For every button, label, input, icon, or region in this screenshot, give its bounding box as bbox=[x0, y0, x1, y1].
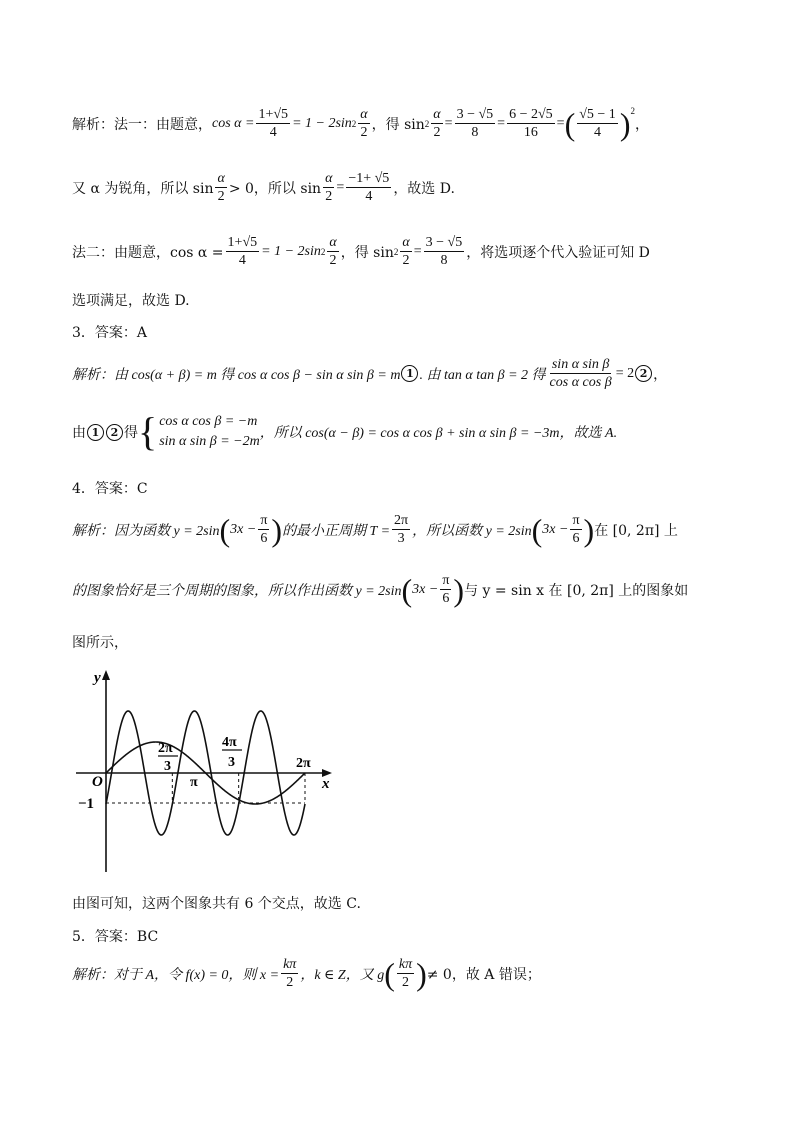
fraction bbox=[258, 512, 269, 547]
denominator: 2 bbox=[401, 975, 409, 990]
math: = bbox=[336, 179, 345, 195]
fraction bbox=[455, 106, 496, 141]
numerator: α bbox=[433, 107, 441, 122]
fraction bbox=[440, 572, 451, 607]
four-pi-over-3-numerator: 4π bbox=[222, 735, 237, 750]
circled-2-icon: 2 bbox=[635, 365, 652, 382]
solution-5-line-1 bbox=[72, 956, 541, 991]
fraction bbox=[323, 170, 334, 205]
answer-5 bbox=[72, 926, 158, 946]
fraction bbox=[431, 106, 442, 141]
fraction bbox=[424, 234, 465, 269]
text: 由 bbox=[72, 425, 86, 441]
text: 又 α 为锐角，所以 sin bbox=[72, 180, 214, 197]
text: 法二：由题意，cos α = bbox=[72, 244, 224, 261]
numerator: √5 − 1 bbox=[579, 107, 616, 122]
math: 3x − bbox=[230, 521, 257, 537]
paren-left: ( bbox=[531, 511, 543, 548]
fraction bbox=[215, 170, 226, 205]
paren-left: ( bbox=[384, 955, 395, 992]
numerator: 2π bbox=[394, 513, 409, 528]
math: 3x − bbox=[412, 581, 439, 597]
math: = bbox=[444, 115, 453, 131]
fraction bbox=[226, 234, 260, 269]
denominator: 2 bbox=[360, 125, 368, 140]
paren-right: ) bbox=[271, 511, 283, 548]
solution-4-conclusion bbox=[72, 893, 361, 913]
math: = 1 − 2sin bbox=[292, 115, 352, 131]
numerator: α bbox=[402, 235, 410, 250]
denominator: 2 bbox=[402, 253, 410, 268]
text: ， bbox=[653, 366, 668, 383]
text: 由图可知，这两个图象共有 6 个交点，故选 C. bbox=[72, 896, 361, 912]
denominator: 6 bbox=[260, 531, 268, 546]
brace-icon: { bbox=[138, 409, 158, 454]
circled-2-icon: 2 bbox=[106, 424, 123, 441]
x-axis-label: x bbox=[322, 776, 330, 792]
fraction bbox=[327, 234, 338, 269]
circled-1-icon: 1 bbox=[87, 424, 104, 441]
denominator: 2 bbox=[286, 975, 294, 990]
solution-4-line-2 bbox=[72, 572, 688, 607]
fraction bbox=[256, 106, 290, 141]
math: 的图象恰好是三个周期的图象，所以作出函数 y = 2sin bbox=[72, 583, 402, 599]
circled-1-icon: 1 bbox=[401, 365, 418, 382]
text: > 0，所以 sin bbox=[228, 180, 322, 197]
numerator: α bbox=[329, 235, 337, 250]
text: ， bbox=[634, 116, 649, 133]
equation: sin α sin β = −2m bbox=[159, 434, 260, 449]
text: 3．答案：A bbox=[72, 325, 148, 341]
math: = 1 − 2sin bbox=[261, 243, 321, 259]
denominator: cos α cos β bbox=[549, 375, 612, 390]
fraction bbox=[358, 106, 369, 141]
fraction bbox=[392, 512, 410, 547]
math: 解析：因为函数 y = 2sin bbox=[72, 523, 220, 539]
text: ，故选 D. bbox=[393, 180, 455, 197]
math: cos α = bbox=[212, 115, 255, 131]
fraction bbox=[346, 170, 391, 205]
denominator: 3 bbox=[397, 531, 405, 546]
solution-4-line-1 bbox=[72, 512, 678, 547]
math: 解析：由 cos(α + β) = m 得 cos α cos β − sin α sin β = m bbox=[72, 367, 401, 383]
solution-3-line-1 bbox=[72, 356, 667, 391]
fraction bbox=[570, 512, 581, 547]
paren-left: ( bbox=[564, 105, 576, 142]
denominator: 4 bbox=[594, 125, 602, 140]
solution-line-acute bbox=[72, 170, 455, 205]
math: . 由 tan α tan β = 2 得 bbox=[419, 367, 546, 383]
text: ，得 sin bbox=[340, 244, 394, 261]
solution-method-1-line: 解析：法一：由题意， cos α = $\frac{1+√5}{4}$ = 1 − 2sin 2 $\frac{\alpha}{2}$ ，得 sin 2 $\frac{\alpha}{2}$ = $\frac{3 - √5}{8}$ = $\frac{6 - 2√5}{16}$ = ( $\frac{√5 - 1}{4}$ ) $^2$ ， bbox=[72, 105, 649, 142]
math: 3x − bbox=[542, 521, 569, 537]
math: = bbox=[497, 115, 506, 131]
math: 的最小正周期 T = bbox=[282, 523, 391, 539]
paren-right: ) bbox=[619, 105, 631, 142]
text: 5．答案：BC bbox=[72, 929, 159, 945]
numerator: π bbox=[572, 513, 580, 528]
solution-4-line-3 bbox=[72, 632, 128, 652]
math: 解析：对于 A，令 f(x) = 0，则 x = bbox=[72, 967, 280, 983]
origin-label: O bbox=[92, 774, 103, 790]
denominator: 16 bbox=[523, 125, 538, 140]
numerator: kπ bbox=[398, 957, 413, 972]
fraction bbox=[577, 106, 618, 141]
numerator: α bbox=[325, 171, 333, 186]
text: ，得 sin bbox=[371, 116, 425, 133]
numerator: 1+√5 bbox=[227, 235, 258, 250]
function-graph bbox=[70, 666, 340, 876]
denominator: 2 bbox=[329, 253, 337, 268]
answer-4 bbox=[72, 478, 148, 498]
paren-right: ) bbox=[453, 571, 465, 608]
numerator: kπ bbox=[283, 957, 297, 972]
denominator: 4 bbox=[365, 189, 373, 204]
denominator: 6 bbox=[572, 531, 580, 546]
neg-one-label: −1 bbox=[78, 796, 95, 812]
denominator: 2 bbox=[217, 189, 225, 204]
numerator: π bbox=[260, 513, 268, 528]
text: 图所示， bbox=[72, 635, 128, 651]
text: 在 [0, 2π] 上 bbox=[594, 522, 678, 539]
two-pi-over-3-denominator: 3 bbox=[164, 759, 171, 774]
two-pi-label: 2π bbox=[296, 756, 311, 771]
two-pi-over-3-numerator: 2π bbox=[158, 741, 173, 756]
fraction bbox=[548, 356, 614, 391]
numerator: sin α sin β bbox=[551, 357, 610, 372]
fraction bbox=[400, 234, 411, 269]
pi-label: π bbox=[190, 775, 198, 790]
numerator: −1+ √5 bbox=[348, 171, 390, 186]
y-axis-label: y bbox=[94, 670, 101, 686]
denominator: 4 bbox=[269, 125, 277, 140]
math: = bbox=[413, 243, 422, 259]
numerator: π bbox=[442, 573, 450, 588]
four-pi-over-3-denominator: 3 bbox=[228, 755, 235, 770]
denominator: 4 bbox=[238, 253, 246, 268]
math: ，k ∈ Z，又 g bbox=[300, 967, 385, 983]
text: 4．答案：C bbox=[72, 481, 148, 497]
fraction bbox=[281, 956, 298, 991]
fraction bbox=[507, 106, 555, 141]
paren-right: ) bbox=[416, 955, 427, 992]
y-axis-arrow-icon bbox=[102, 670, 110, 680]
numerator: 1+√5 bbox=[258, 107, 289, 122]
numerator: α bbox=[360, 107, 368, 122]
text: 得 bbox=[124, 425, 138, 441]
solution-method-2-line: 法二：由题意，cos α = $\frac{1+√5}{4}$ = 1 − 2sin 2 $\frac{\alpha}{2}$ ，得 sin 2 $\frac{\alpha}{2}$ = $\frac{3 - √5}{8}$ ，将选项逐个代入验证可知 D bbox=[72, 235, 650, 268]
equation-system bbox=[159, 412, 260, 452]
text: 选项满足，故选 D. bbox=[72, 293, 190, 309]
denominator: 2 bbox=[433, 125, 441, 140]
paren-right: ) bbox=[583, 511, 595, 548]
text: 解析：法一：由题意， bbox=[72, 116, 212, 133]
text: ，将选项逐个代入验证可知 D bbox=[466, 244, 650, 261]
numerator: 3 − √5 bbox=[425, 235, 463, 250]
numerator: 3 − √5 bbox=[456, 107, 494, 122]
paren-left: ( bbox=[401, 571, 413, 608]
math: = bbox=[556, 115, 565, 131]
numerator: α bbox=[217, 171, 225, 186]
denominator: 8 bbox=[471, 125, 479, 140]
fraction bbox=[397, 956, 414, 991]
denominator: 2 bbox=[325, 189, 333, 204]
numerator: 6 − 2√5 bbox=[509, 107, 553, 122]
solution-method-2-conclusion bbox=[72, 290, 190, 310]
paren-left: ( bbox=[219, 511, 231, 548]
math: ，所以函数 y = 2sin bbox=[412, 523, 532, 539]
denominator: 8 bbox=[440, 253, 448, 268]
answer-3 bbox=[72, 322, 147, 342]
equation: cos α cos β = −m bbox=[159, 414, 258, 429]
text: ≠ 0，故 A 错误； bbox=[426, 966, 541, 983]
math: = 2 bbox=[615, 365, 635, 381]
denominator: 6 bbox=[442, 591, 450, 606]
text: 与 y = sin x 在 [0, 2π] 上的图象如 bbox=[464, 582, 689, 599]
math: ，所以 cos(α − β) = cos α cos β + sin α sin β = −3m，故选 A. bbox=[259, 426, 618, 441]
solution-3-line-2 bbox=[72, 409, 618, 454]
